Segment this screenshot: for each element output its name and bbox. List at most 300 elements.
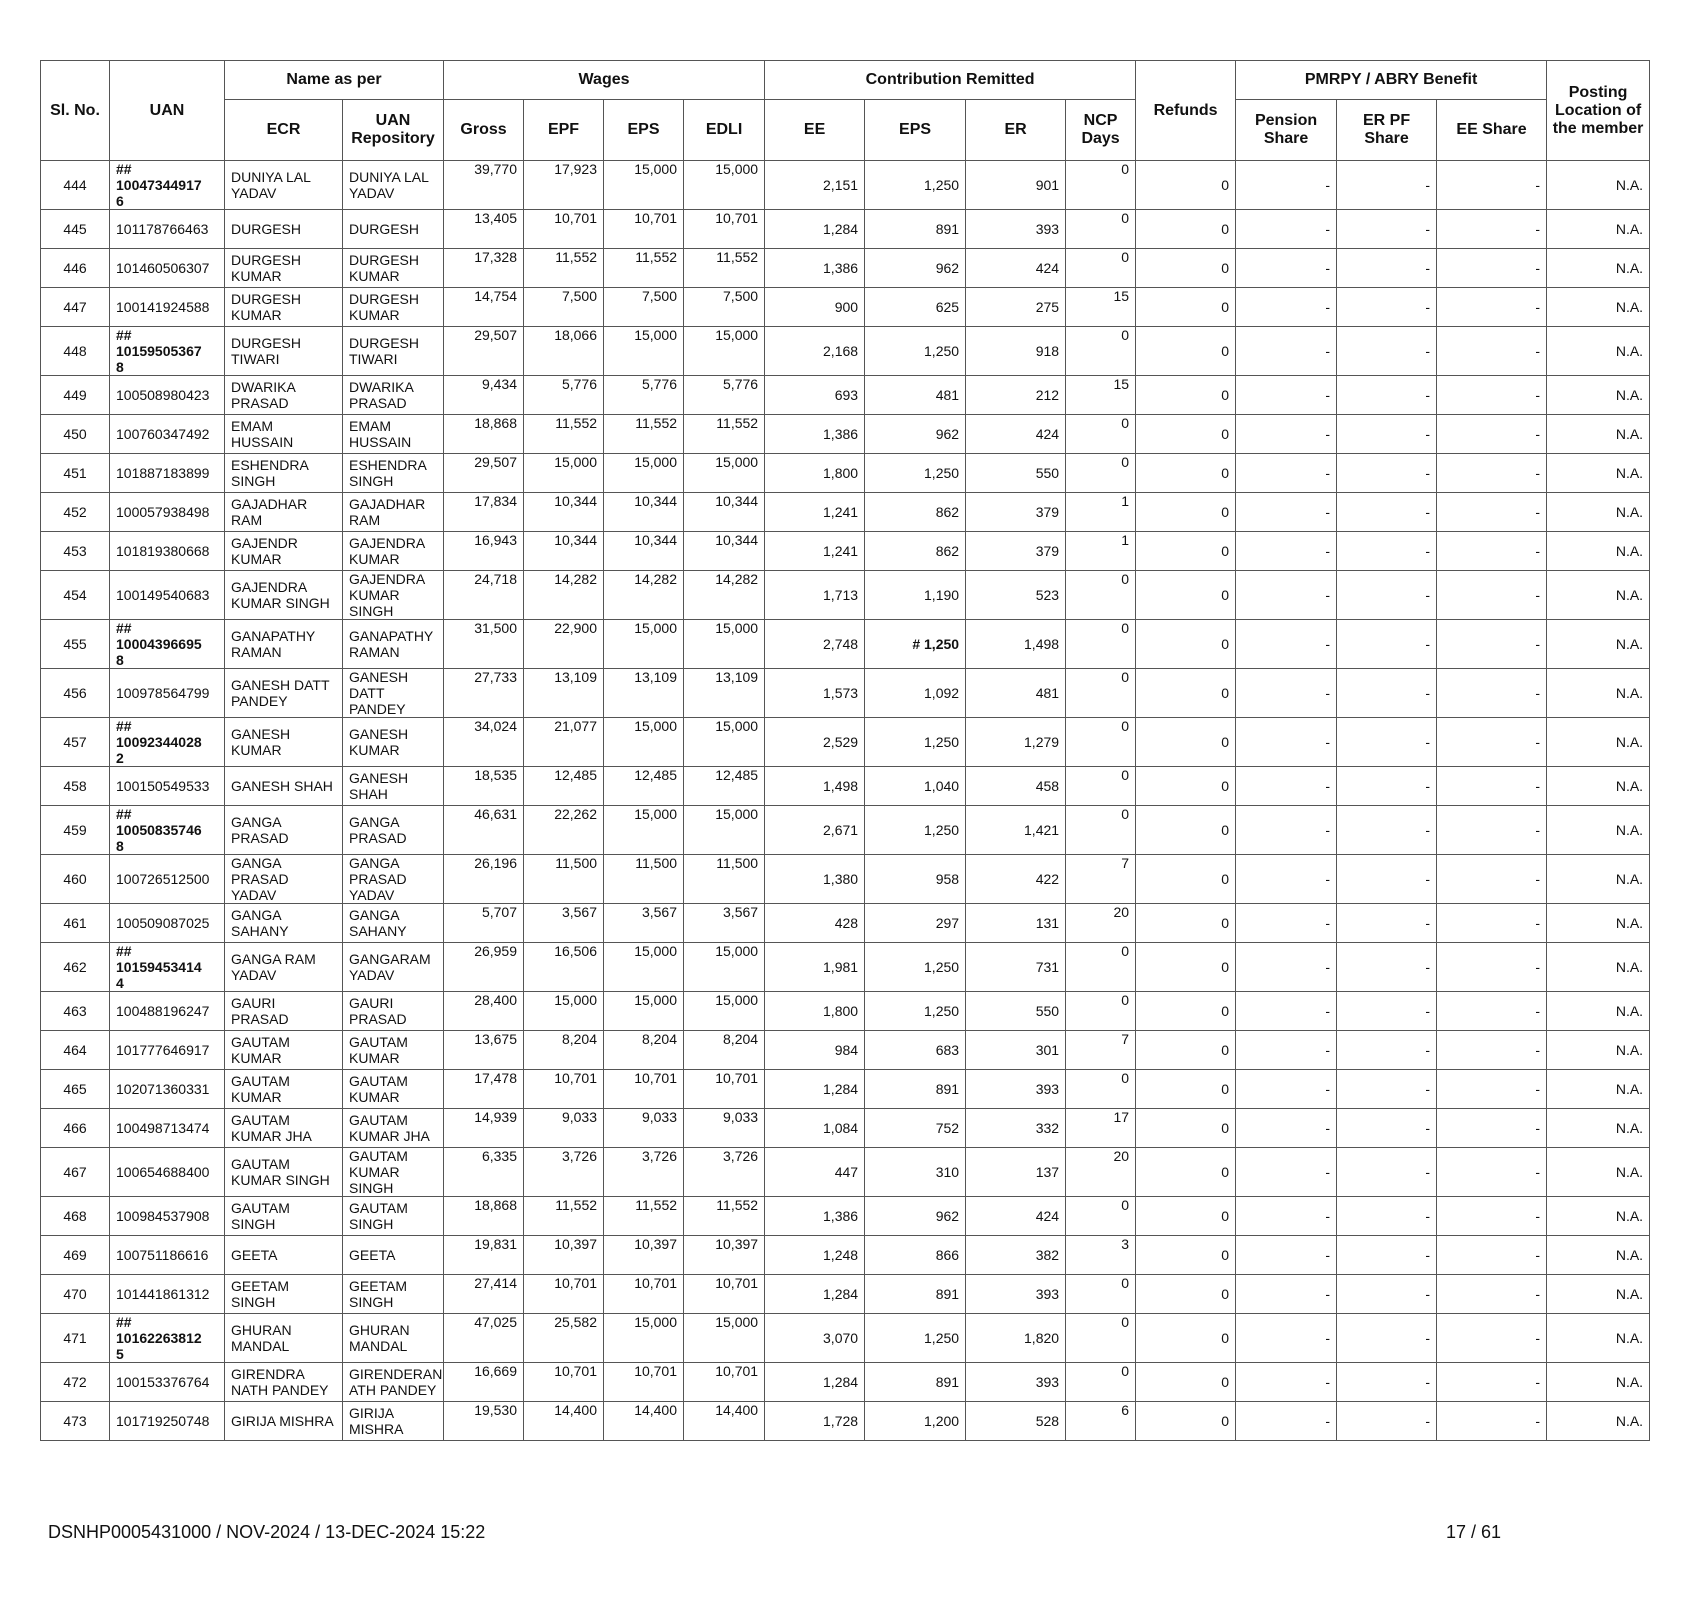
cell-contrib-eps: 962	[865, 415, 966, 454]
cell-eps: 11,552	[604, 415, 684, 454]
cell-ecr-name: GAJENDR KUMAR	[225, 532, 343, 571]
cell-uan-repository-name: GAUTAM KUMAR JHA	[343, 1109, 444, 1148]
cell-ee-share: -	[1437, 1031, 1547, 1070]
cell-gross: 34,024	[444, 718, 524, 767]
cell-ecr-name: GANESH DATT PANDEY	[225, 669, 343, 718]
table-row	[41, 161, 1650, 210]
cell-uan	[110, 1148, 225, 1197]
cell-sl-no: 462	[41, 943, 110, 992]
cell-pension-share: -	[1236, 904, 1337, 943]
cell-pension-share: -	[1236, 1197, 1337, 1236]
cell-gross: 14,754	[444, 288, 524, 327]
cell-er-pf-share: -	[1337, 454, 1437, 493]
cell-posting-location: N.A.	[1547, 943, 1650, 992]
cell-er-pf-share: -	[1337, 415, 1437, 454]
cell-epf: 8,204	[524, 1031, 604, 1070]
cell-posting-location: N.A.	[1547, 855, 1650, 904]
cell-er: 1,498	[966, 620, 1066, 669]
col-uan-repository: UAN Repository	[343, 100, 444, 161]
cell-ncp-days: 7	[1066, 855, 1136, 904]
cell-epf: 11,552	[524, 415, 604, 454]
cell-gross: 13,405	[444, 210, 524, 249]
table-row	[41, 620, 1650, 669]
cell-posting-location: N.A.	[1547, 454, 1650, 493]
uan-number: 10159505367	[116, 343, 202, 359]
cell-gross: 24,718	[444, 571, 524, 620]
uan-number: 10004396695	[116, 636, 202, 652]
cell-er-pf-share: -	[1337, 1275, 1437, 1314]
cell-ee: 1,248	[765, 1236, 865, 1275]
cell-ee: 1,981	[765, 943, 865, 992]
cell-contrib-eps: 862	[865, 532, 966, 571]
cell-er-pf-share: -	[1337, 620, 1437, 669]
cell-ncp-days: 15	[1066, 288, 1136, 327]
cell-refunds: 0	[1136, 532, 1236, 571]
cell-ee-share: -	[1437, 718, 1547, 767]
table-row	[41, 1275, 1650, 1314]
cell-posting-location: N.A.	[1547, 806, 1650, 855]
cell-refunds: 0	[1136, 767, 1236, 806]
cell-pension-share: -	[1236, 1070, 1337, 1109]
cell-ee: 1,713	[765, 571, 865, 620]
cell-contrib-eps: 1,250	[865, 992, 966, 1031]
cell-sl-no: 465	[41, 1070, 110, 1109]
cell-contrib-eps: 1,092	[865, 669, 966, 718]
cell-gross: 5,707	[444, 904, 524, 943]
col-edli: EDLI	[684, 100, 765, 161]
cell-ee: 1,800	[765, 992, 865, 1031]
cell-ecr-name: GAUTAM KUMAR	[225, 1070, 343, 1109]
cell-gross: 31,500	[444, 620, 524, 669]
cell-edli: 11,500	[684, 855, 765, 904]
cell-uan-repository-name: EMAM HUSSAIN	[343, 415, 444, 454]
cell-posting-location: N.A.	[1547, 210, 1650, 249]
cell-er: 301	[966, 1031, 1066, 1070]
cell-uan-repository-name: GEETAM SINGH	[343, 1275, 444, 1314]
cell-refunds: 0	[1136, 1148, 1236, 1197]
cell-refunds: 0	[1136, 669, 1236, 718]
cell-pension-share: -	[1236, 943, 1337, 992]
cell-er: 137	[966, 1148, 1066, 1197]
cell-ee-share: -	[1437, 767, 1547, 806]
cell-contrib-eps: 310	[865, 1148, 966, 1197]
col-group-pmrpy: PMRPY / ABRY Benefit	[1236, 61, 1547, 100]
uan-number: 10092344028	[116, 734, 202, 750]
uan-tail: 8	[116, 838, 124, 854]
cell-eps: 15,000	[604, 943, 684, 992]
cell-er-pf-share: -	[1337, 210, 1437, 249]
cell-ncp-days: 0	[1066, 992, 1136, 1031]
cell-ncp-days: 1	[1066, 532, 1136, 571]
cell-er: 424	[966, 415, 1066, 454]
uan-number: 101777646917	[116, 1042, 210, 1058]
cell-ecr-name: GEETAM SINGH	[225, 1275, 343, 1314]
col-ee: EE	[765, 100, 865, 161]
cell-er: 1,820	[966, 1314, 1066, 1363]
uan-tail: 5	[116, 1346, 124, 1362]
cell-sl-no: 457	[41, 718, 110, 767]
cell-er-pf-share: -	[1337, 249, 1437, 288]
cell-ee-share: -	[1437, 1402, 1547, 1441]
col-er: ER	[966, 100, 1066, 161]
cell-epf: 14,282	[524, 571, 604, 620]
cell-pension-share: -	[1236, 249, 1337, 288]
cell-posting-location: N.A.	[1547, 767, 1650, 806]
cell-ee: 1,800	[765, 454, 865, 493]
cell-gross: 26,196	[444, 855, 524, 904]
uan-number: 100150549533	[116, 778, 210, 794]
cell-ecr-name: GANESH SHAH	[225, 767, 343, 806]
cell-ee: 1,284	[765, 210, 865, 249]
cell-sl-no: 460	[41, 855, 110, 904]
cell-uan	[110, 1236, 225, 1275]
cell-uan	[110, 718, 225, 767]
cell-refunds: 0	[1136, 571, 1236, 620]
cell-gross: 47,025	[444, 1314, 524, 1363]
cell-eps: 15,000	[604, 992, 684, 1031]
cell-ecr-name: GANESH KUMAR	[225, 718, 343, 767]
uan-flag: ##	[116, 161, 132, 177]
cell-uan	[110, 161, 225, 210]
cell-uan-repository-name: GANGA SAHANY	[343, 904, 444, 943]
cell-ecr-name: GAUTAM KUMAR SINGH	[225, 1148, 343, 1197]
table-row	[41, 904, 1650, 943]
cell-ncp-days: 0	[1066, 454, 1136, 493]
cell-posting-location: N.A.	[1547, 1363, 1650, 1402]
cell-posting-location: N.A.	[1547, 718, 1650, 767]
cell-ee-share: -	[1437, 532, 1547, 571]
cell-ee-share: -	[1437, 1236, 1547, 1275]
cell-edli: 11,552	[684, 249, 765, 288]
cell-refunds: 0	[1136, 620, 1236, 669]
cell-refunds: 0	[1136, 1275, 1236, 1314]
cell-er: 393	[966, 1275, 1066, 1314]
cell-uan-repository-name: DUNIYA LAL YADAV	[343, 161, 444, 210]
cell-contrib-eps: 891	[865, 1070, 966, 1109]
cell-ncp-days: 0	[1066, 161, 1136, 210]
cell-contrib-eps: 1,250	[865, 454, 966, 493]
cell-er: 393	[966, 210, 1066, 249]
table-row	[41, 669, 1650, 718]
table-row	[41, 288, 1650, 327]
cell-uan	[110, 571, 225, 620]
cell-ecr-name: DURGESH TIWARI	[225, 327, 343, 376]
cell-eps: 15,000	[604, 1314, 684, 1363]
table-row	[41, 1363, 1650, 1402]
cell-edli: 3,567	[684, 904, 765, 943]
cell-contrib-eps: 866	[865, 1236, 966, 1275]
cell-er-pf-share: -	[1337, 571, 1437, 620]
cell-uan	[110, 855, 225, 904]
cell-gross: 26,959	[444, 943, 524, 992]
uan-number: 100726512500	[116, 871, 210, 887]
table-row	[41, 806, 1650, 855]
cell-refunds: 0	[1136, 415, 1236, 454]
cell-sl-no: 455	[41, 620, 110, 669]
cell-sl-no: 470	[41, 1275, 110, 1314]
cell-ee: 1,386	[765, 1197, 865, 1236]
cell-refunds: 0	[1136, 210, 1236, 249]
cell-refunds: 0	[1136, 904, 1236, 943]
cell-ecr-name: GIRENDRA NATH PANDEY	[225, 1363, 343, 1402]
cell-edli: 14,400	[684, 1402, 765, 1441]
cell-ncp-days: 17	[1066, 1109, 1136, 1148]
cell-edli: 9,033	[684, 1109, 765, 1148]
cell-er: 424	[966, 1197, 1066, 1236]
table-row	[41, 718, 1650, 767]
cell-posting-location: N.A.	[1547, 327, 1650, 376]
cell-ncp-days: 3	[1066, 1236, 1136, 1275]
cell-eps: 11,552	[604, 1197, 684, 1236]
cell-er-pf-share: -	[1337, 943, 1437, 992]
cell-ee: 2,168	[765, 327, 865, 376]
cell-eps: 10,344	[604, 532, 684, 571]
cell-refunds: 0	[1136, 1109, 1236, 1148]
cell-pension-share: -	[1236, 1236, 1337, 1275]
cell-uan-repository-name: DURGESH	[343, 210, 444, 249]
cell-ncp-days: 0	[1066, 1275, 1136, 1314]
cell-eps: 10,344	[604, 493, 684, 532]
cell-epf: 3,726	[524, 1148, 604, 1197]
cell-contrib-eps: 625	[865, 288, 966, 327]
cell-er: 918	[966, 327, 1066, 376]
cell-refunds: 0	[1136, 1070, 1236, 1109]
col-ee-share: EE Share	[1437, 100, 1547, 161]
cell-ecr-name: GAJADHAR RAM	[225, 493, 343, 532]
uan-number: 10050835746	[116, 822, 202, 838]
cell-edli: 15,000	[684, 161, 765, 210]
cell-uan-repository-name: DURGESH TIWARI	[343, 327, 444, 376]
cell-posting-location: N.A.	[1547, 620, 1650, 669]
cell-uan	[110, 1275, 225, 1314]
cell-pension-share: -	[1236, 1363, 1337, 1402]
cell-eps: 3,567	[604, 904, 684, 943]
cell-edli: 11,552	[684, 415, 765, 454]
cell-pension-share: -	[1236, 493, 1337, 532]
cell-contrib-eps: 481	[865, 376, 966, 415]
cell-edli: 15,000	[684, 327, 765, 376]
cell-uan	[110, 454, 225, 493]
cell-edli: 15,000	[684, 454, 765, 493]
cell-contrib-eps: 1,250	[865, 806, 966, 855]
cell-ncp-days: 0	[1066, 1314, 1136, 1363]
cell-contrib-eps: 891	[865, 210, 966, 249]
cell-gross: 27,733	[444, 669, 524, 718]
cell-ee-share: -	[1437, 620, 1547, 669]
cell-er-pf-share: -	[1337, 767, 1437, 806]
cell-ee: 1,241	[765, 493, 865, 532]
cell-ncp-days: 15	[1066, 376, 1136, 415]
cell-epf: 18,066	[524, 327, 604, 376]
cell-pension-share: -	[1236, 1402, 1337, 1441]
cell-sl-no: 451	[41, 454, 110, 493]
col-uan: UAN	[110, 61, 225, 161]
cell-ecr-name: DWARIKA PRASAD	[225, 376, 343, 415]
cell-edli: 12,485	[684, 767, 765, 806]
cell-eps: 10,397	[604, 1236, 684, 1275]
cell-epf: 16,506	[524, 943, 604, 992]
cell-uan	[110, 288, 225, 327]
cell-epf: 10,701	[524, 1363, 604, 1402]
cell-posting-location: N.A.	[1547, 1402, 1650, 1441]
cell-pension-share: -	[1236, 327, 1337, 376]
cell-er: 550	[966, 454, 1066, 493]
table-row	[41, 327, 1650, 376]
document-reference: DSNHP0005431000 / NOV-2024 / 13-DEC-2024 15:22	[48, 1522, 486, 1542]
cell-ee-share: -	[1437, 943, 1547, 992]
cell-ncp-days: 20	[1066, 1148, 1136, 1197]
cell-er: 731	[966, 943, 1066, 992]
cell-eps: 11,500	[604, 855, 684, 904]
cell-sl-no: 471	[41, 1314, 110, 1363]
cell-er: 481	[966, 669, 1066, 718]
cell-pension-share: -	[1236, 376, 1337, 415]
cell-sl-no: 468	[41, 1197, 110, 1236]
cell-er-pf-share: -	[1337, 161, 1437, 210]
col-sl-no: Sl. No.	[41, 61, 110, 161]
cell-contrib-eps: 1,250	[865, 161, 966, 210]
cell-ee-share: -	[1437, 249, 1547, 288]
cell-edli: 15,000	[684, 992, 765, 1031]
uan-flag: ##	[116, 1314, 132, 1330]
cell-ecr-name: GAUTAM KUMAR JHA	[225, 1109, 343, 1148]
cell-epf: 15,000	[524, 454, 604, 493]
cell-uan-repository-name: GHURAN MANDAL	[343, 1314, 444, 1363]
cell-edli: 10,701	[684, 1070, 765, 1109]
cell-er: 424	[966, 249, 1066, 288]
cell-gross: 29,507	[444, 327, 524, 376]
cell-posting-location: N.A.	[1547, 493, 1650, 532]
cell-gross: 6,335	[444, 1148, 524, 1197]
cell-ncp-days: 0	[1066, 415, 1136, 454]
cell-ee: 693	[765, 376, 865, 415]
cell-er-pf-share: -	[1337, 806, 1437, 855]
cell-sl-no: 461	[41, 904, 110, 943]
cell-er: 528	[966, 1402, 1066, 1441]
cell-ecr-name: EMAM HUSSAIN	[225, 415, 343, 454]
cell-refunds: 0	[1136, 855, 1236, 904]
cell-pension-share: -	[1236, 161, 1337, 210]
cell-epf: 7,500	[524, 288, 604, 327]
table-row	[41, 532, 1650, 571]
cell-eps: 15,000	[604, 806, 684, 855]
table-row	[41, 1402, 1650, 1441]
cell-ee-share: -	[1437, 327, 1547, 376]
cell-er-pf-share: -	[1337, 493, 1437, 532]
cell-epf: 10,344	[524, 493, 604, 532]
ecr-contribution-table	[40, 60, 1650, 1441]
table-row	[41, 1031, 1650, 1070]
cell-ecr-name: GAURI PRASAD	[225, 992, 343, 1031]
cell-er: 275	[966, 288, 1066, 327]
cell-contrib-eps: 1,250	[865, 1314, 966, 1363]
cell-eps: 15,000	[604, 620, 684, 669]
cell-gross: 17,478	[444, 1070, 524, 1109]
cell-uan	[110, 210, 225, 249]
cell-posting-location: N.A.	[1547, 992, 1650, 1031]
cell-sl-no: 458	[41, 767, 110, 806]
uan-number: 100153376764	[116, 1374, 210, 1390]
cell-ee: 1,380	[765, 855, 865, 904]
uan-number: 101441861312	[116, 1286, 210, 1302]
cell-uan	[110, 376, 225, 415]
cell-edli: 10,701	[684, 210, 765, 249]
cell-refunds: 0	[1136, 454, 1236, 493]
cell-contrib-eps: 297	[865, 904, 966, 943]
uan-number: 100654688400	[116, 1164, 210, 1180]
cell-ncp-days: 6	[1066, 1402, 1136, 1441]
cell-ee-share: -	[1437, 210, 1547, 249]
cell-gross: 18,868	[444, 415, 524, 454]
uan-tail: 8	[116, 359, 124, 375]
uan-number: 100509087025	[116, 915, 210, 931]
cell-posting-location: N.A.	[1547, 1031, 1650, 1070]
col-ecr: ECR	[225, 100, 343, 161]
cell-eps: 11,552	[604, 249, 684, 288]
cell-epf: 3,567	[524, 904, 604, 943]
uan-number: 101819380668	[116, 543, 210, 559]
cell-ncp-days: 0	[1066, 327, 1136, 376]
table-row	[41, 415, 1650, 454]
cell-refunds: 0	[1136, 718, 1236, 767]
cell-sl-no: 445	[41, 210, 110, 249]
cell-ee: 1,241	[765, 532, 865, 571]
cell-ncp-days: 0	[1066, 767, 1136, 806]
table-row	[41, 943, 1650, 992]
cell-edli: 15,000	[684, 1314, 765, 1363]
cell-edli: 5,776	[684, 376, 765, 415]
table-row	[41, 1236, 1650, 1275]
cell-ecr-name: DURGESH KUMAR	[225, 288, 343, 327]
cell-uan	[110, 532, 225, 571]
cell-posting-location: N.A.	[1547, 1197, 1650, 1236]
cell-sl-no: 463	[41, 992, 110, 1031]
cell-refunds: 0	[1136, 249, 1236, 288]
cell-epf: 12,485	[524, 767, 604, 806]
cell-uan-repository-name: GAJENDRA KUMAR	[343, 532, 444, 571]
cell-er-pf-share: -	[1337, 1402, 1437, 1441]
cell-refunds: 0	[1136, 1236, 1236, 1275]
cell-ncp-days: 0	[1066, 1197, 1136, 1236]
cell-ecr-name: GAUTAM KUMAR	[225, 1031, 343, 1070]
table-row	[41, 767, 1650, 806]
cell-epf: 10,344	[524, 532, 604, 571]
uan-tail: 8	[116, 652, 124, 668]
cell-epf: 10,701	[524, 1275, 604, 1314]
uan-number: 100149540683	[116, 587, 210, 603]
cell-uan	[110, 767, 225, 806]
cell-epf: 9,033	[524, 1109, 604, 1148]
cell-uan	[110, 415, 225, 454]
cell-uan	[110, 1031, 225, 1070]
page-number: 17 / 61	[1446, 1522, 1502, 1542]
cell-epf: 21,077	[524, 718, 604, 767]
cell-ncp-days: 0	[1066, 571, 1136, 620]
cell-ee: 2,529	[765, 718, 865, 767]
uan-tail: 4	[116, 975, 124, 991]
cell-edli: 10,344	[684, 532, 765, 571]
cell-posting-location: N.A.	[1547, 1314, 1650, 1363]
table-row	[41, 454, 1650, 493]
cell-uan	[110, 1402, 225, 1441]
cell-refunds: 0	[1136, 1031, 1236, 1070]
uan-flag: ##	[116, 718, 132, 734]
cell-eps: 10,701	[604, 1070, 684, 1109]
cell-edli: 15,000	[684, 718, 765, 767]
cell-ee: 2,151	[765, 161, 865, 210]
cell-ee-share: -	[1437, 904, 1547, 943]
cell-er-pf-share: -	[1337, 1314, 1437, 1363]
